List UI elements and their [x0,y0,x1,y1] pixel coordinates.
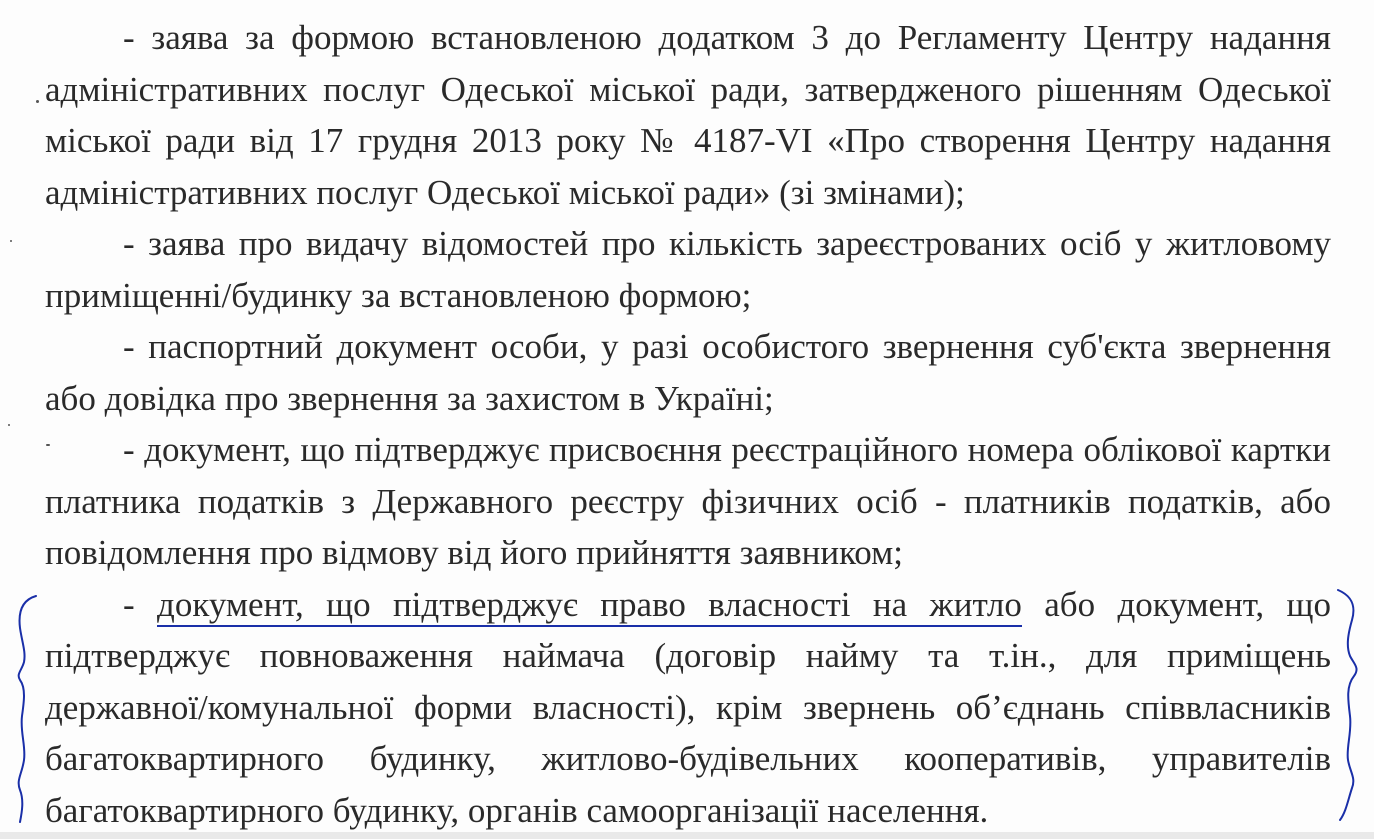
ownership-prefix: - [123,584,158,624]
scan-speck [10,240,12,242]
scan-bottom-edge [0,832,1374,839]
document-text [45,12,1331,836]
scan-speck [46,444,50,446]
scan-speck [8,424,10,426]
left-brace-mark [19,596,36,822]
list-item-registered-persons-application: - заява про видачу відомостей про кількість зареєстрованих осіб у житловому приміщенні/будинку за встановленою формою; [45,224,1331,315]
underlined-ownership-phrase: документ, що підтверджує право власності на житло [157,585,1022,627]
ownership-suffix: або документ, що підтверджує повноваження наймача (договір найму та т.ін., для приміщень державної/комунальної форми власності), крім звернень об’єднань співвласників багатоквартирного будинку, житлово-будівельних кооперативів, управителів багатоквартирного будинку, органів самоорганізації населення. [45,584,1331,830]
scan-speck [36,100,39,103]
list-item-application-form: - заява за формою встановленою додатком 3 до Регламенту Центру надання адміністративних послуг Одеської міської ради, затвердженого рішенням Одеської міської ради від 17 грудня 2013 року № 4187-VI «Про створення Центру надання адміністративних послуг Одеської міської ради» (зі змінами); [45,18,1331,212]
list-item-ownership-document [45,579,1331,837]
list-item-passport-document: - паспортний документ особи, у разі особистого звернення суб'єкта звернення або довідка про звернення за захистом в Україні; [45,327,1331,418]
right-brace-mark [1338,590,1357,820]
list-item-taxpayer-number: - документ, що підтверджує присвоєння реєстраційного номера облікової картки платника податків з Державного реєстру фізичних осіб - платників податків, або повідомлення про відмову від його прийняття заявником; [45,430,1331,572]
